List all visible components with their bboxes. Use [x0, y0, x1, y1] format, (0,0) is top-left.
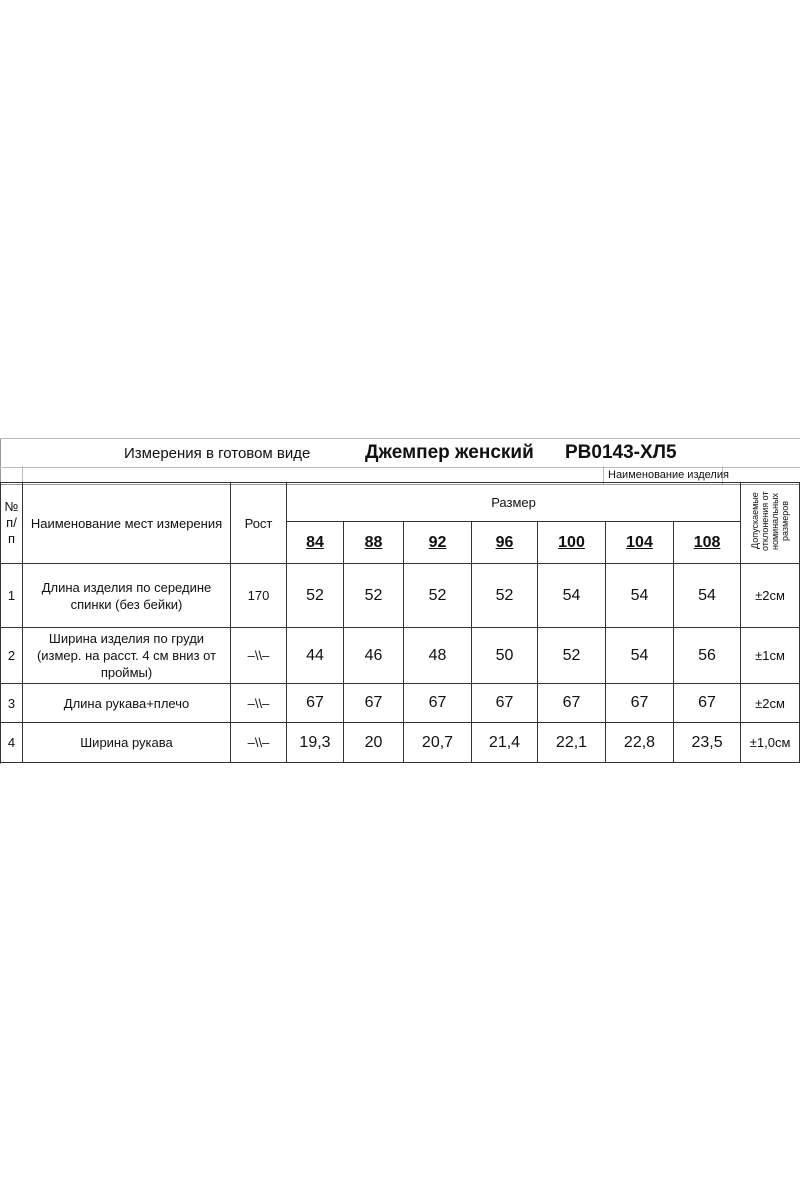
header-num: № п/ п — [1, 483, 23, 564]
row-value: 54 — [606, 628, 674, 684]
row-value: 52 — [472, 564, 538, 628]
row-value: 22,8 — [606, 723, 674, 763]
row-value: 20,7 — [404, 723, 472, 763]
header-height: Рост — [231, 483, 287, 564]
size-84: 84 — [287, 522, 344, 564]
row-height: –\\– — [231, 723, 287, 763]
row-height: –\\– — [231, 628, 287, 684]
row-value: 54 — [674, 564, 741, 628]
table-row — [1, 684, 800, 723]
row-value: 21,4 — [472, 723, 538, 763]
row-value: 22,1 — [538, 723, 606, 763]
row-value: 67 — [344, 684, 404, 723]
row-num: 3 — [1, 684, 23, 723]
row-height: –\\– — [231, 684, 287, 723]
row-value: 54 — [538, 564, 606, 628]
row-name: Ширина рукава — [23, 723, 231, 763]
header-size: Размер — [287, 483, 741, 522]
size-104: 104 — [606, 522, 674, 564]
row-tolerance: ±1,0см — [741, 723, 800, 763]
product-caption: Наименование изделия — [608, 469, 729, 481]
row-value: 52 — [404, 564, 472, 628]
row-value: 50 — [472, 628, 538, 684]
title-row — [0, 438, 800, 468]
row-num: 4 — [1, 723, 23, 763]
row-tolerance: ±2см — [741, 684, 800, 723]
product-name: Джемпер женский — [365, 442, 534, 463]
row-num: 1 — [1, 564, 23, 628]
measurement-table — [0, 482, 800, 763]
row-value: 67 — [674, 684, 741, 723]
row-name: Ширина изделия по груди (измер. на расст. 4 см вниз от проймы) — [23, 628, 231, 684]
size-92: 92 — [404, 522, 472, 564]
product-code: PB0143-ХЛ5 — [565, 442, 677, 463]
row-height: 170 — [231, 564, 287, 628]
row-value: 48 — [404, 628, 472, 684]
row-value: 67 — [472, 684, 538, 723]
row-value: 67 — [538, 684, 606, 723]
row-value: 19,3 — [287, 723, 344, 763]
row-num: 2 — [1, 628, 23, 684]
row-value: 23,5 — [674, 723, 741, 763]
table-row — [1, 723, 800, 763]
tolerance-caption: Допускаемые отклонения от номинальных размеров — [750, 490, 791, 551]
row-value: 67 — [287, 684, 344, 723]
row-value: 52 — [538, 628, 606, 684]
row-value: 52 — [287, 564, 344, 628]
table-row — [1, 628, 800, 684]
size-100: 100 — [538, 522, 606, 564]
row-value: 54 — [606, 564, 674, 628]
row-name: Длина рукава+плечо — [23, 684, 231, 723]
measure-title: Измерения в готовом виде — [124, 445, 311, 462]
size-88: 88 — [344, 522, 404, 564]
size-108: 108 — [674, 522, 741, 564]
row-value: 20 — [344, 723, 404, 763]
table-row — [1, 564, 800, 628]
row-value: 44 — [287, 628, 344, 684]
row-value: 46 — [344, 628, 404, 684]
header-tolerance — [741, 483, 800, 564]
row-name: Длина изделия по середине спинки (без бейки) — [23, 564, 231, 628]
row-value: 67 — [606, 684, 674, 723]
row-tolerance: ±2см — [741, 564, 800, 628]
row-value: 52 — [344, 564, 404, 628]
row-value: 67 — [404, 684, 472, 723]
row-tolerance: ±1см — [741, 628, 800, 684]
size-96: 96 — [472, 522, 538, 564]
row-value: 56 — [674, 628, 741, 684]
header-place: Наименование мест измерения — [23, 483, 231, 564]
